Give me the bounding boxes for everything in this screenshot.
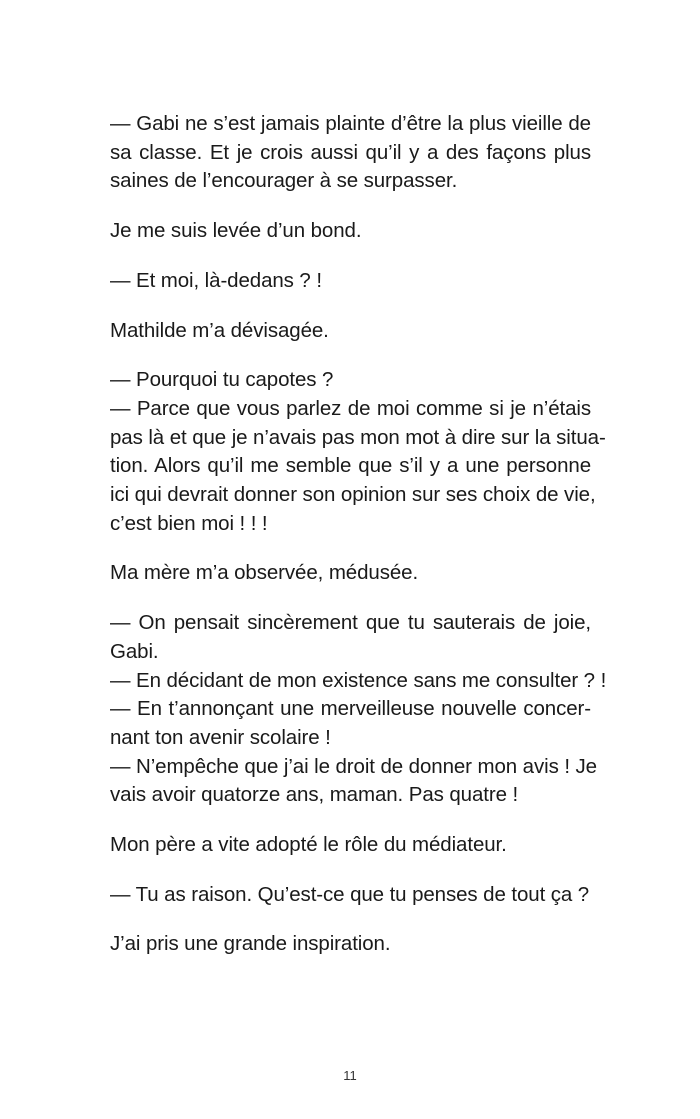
text-line: Mathilde m’a dévisagée. bbox=[110, 318, 329, 342]
text-line: — Pourquoi tu capotes ? bbox=[110, 368, 334, 392]
text-line: saines de l’encourager à se surpasser. bbox=[110, 169, 458, 193]
text-line: — Gabi ne s’est jamais plainte d’être la plus vieille de bbox=[110, 112, 591, 135]
text-line: Ma mère m’a observée, médusée. bbox=[110, 561, 419, 585]
paragraph bbox=[110, 559, 591, 588]
text-line: — On pensait sincèrement que tu sauterais de joie, bbox=[110, 611, 591, 635]
text-line: — En t’annonçant une merveilleuse nouvelle concer- bbox=[110, 697, 591, 721]
text-line: — En décidant de mon existence sans me consulter ? ! bbox=[110, 668, 607, 692]
dialogue-line bbox=[110, 267, 591, 296]
paragraph bbox=[110, 831, 591, 860]
text-line: pas là et que je n’avais pas mon mot à dire sur la situa- bbox=[110, 425, 606, 449]
text-line: J’ai pris une grande inspiration. bbox=[110, 932, 391, 956]
paragraph bbox=[110, 217, 591, 246]
text-line: — Tu as raison. Qu’est-ce que tu penses de tout ça ? bbox=[110, 882, 590, 906]
text-line: tion. Alors qu’il me semble que s’il y a une personne bbox=[110, 454, 591, 478]
paragraph bbox=[110, 110, 591, 196]
page-number: 11 bbox=[343, 1068, 357, 1083]
text-line: — Et moi, là-dedans ? ! bbox=[110, 268, 322, 292]
text-line: vais avoir quatorze ans, maman. Pas quatre ! bbox=[110, 783, 519, 807]
text-line: ici qui devrait donner son opinion sur ses choix de vie, bbox=[110, 483, 596, 507]
dialogue-block bbox=[110, 609, 607, 810]
paragraph bbox=[110, 317, 591, 346]
dialogue-line bbox=[110, 881, 591, 910]
paragraph bbox=[110, 930, 591, 959]
dialogue-block bbox=[110, 366, 606, 538]
text-line: — N’empêche que j’ai le droit de donner mon avis ! Je bbox=[110, 754, 597, 778]
text-line: sa classe. Et je crois aussi qu’il y a des façons plus bbox=[110, 140, 591, 164]
text-line: — Parce que vous parlez de moi comme si je n’étais bbox=[110, 396, 591, 420]
text-line: Je me suis levée d’un bond. bbox=[110, 219, 362, 243]
text-line: c’est bien moi ! ! ! bbox=[110, 511, 268, 535]
text-line: Gabi. bbox=[110, 639, 159, 663]
text-line: nant ton avenir scolaire ! bbox=[110, 725, 331, 749]
page-body bbox=[110, 110, 607, 980]
text-line: Mon père a vite adopté le rôle du médiateur. bbox=[110, 833, 507, 857]
